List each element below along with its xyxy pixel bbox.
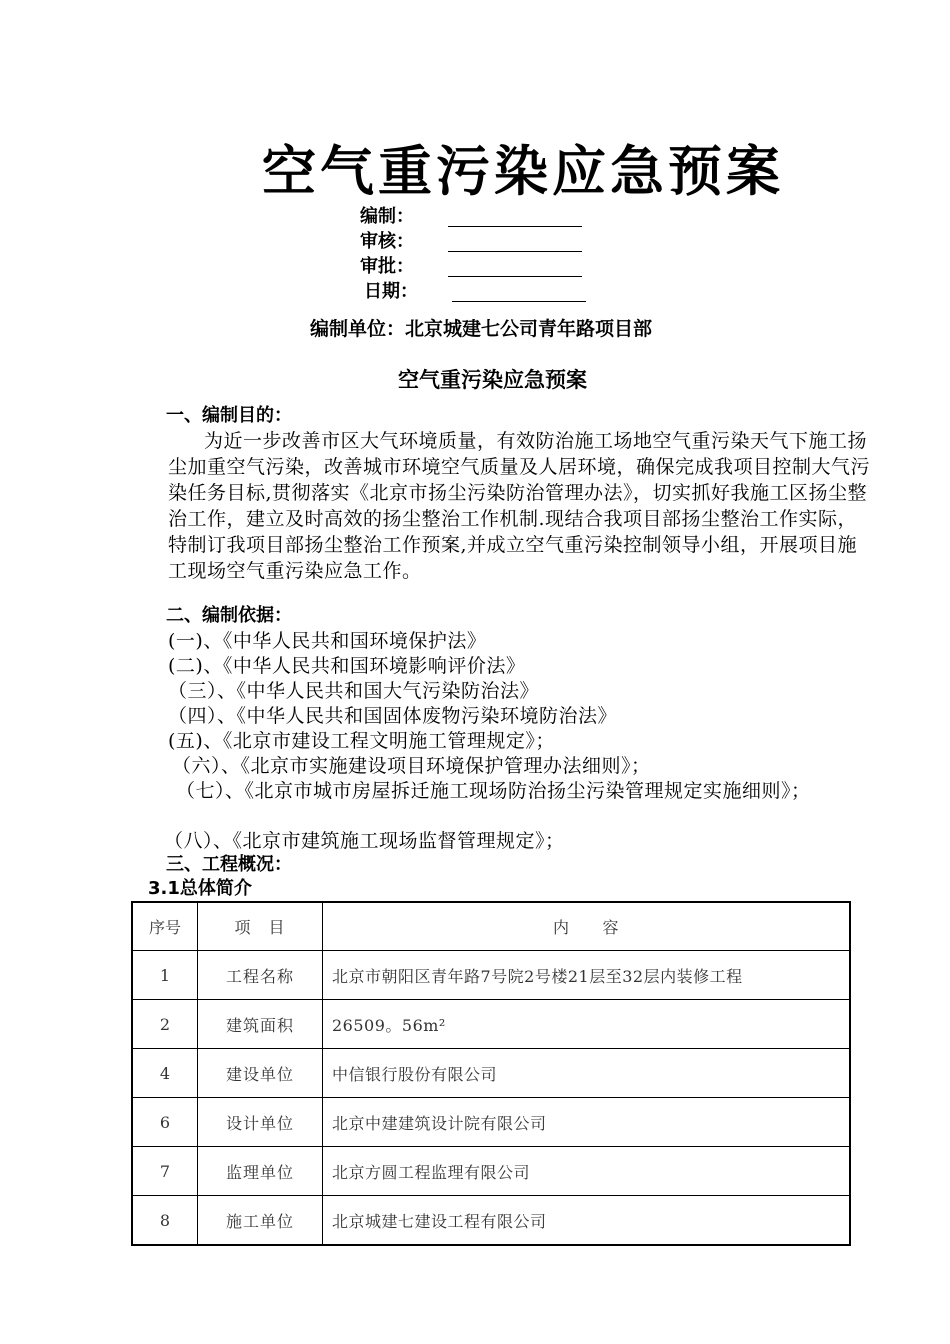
row-item: 建筑面积 xyxy=(198,1000,323,1049)
row-number: 7 xyxy=(132,1147,198,1196)
table-row xyxy=(132,951,850,1000)
row-item: 建设单位 xyxy=(198,1049,323,1098)
row-number: 1 xyxy=(132,951,198,1000)
row-content: 中信银行股份有限公司 xyxy=(323,1049,851,1098)
signoff-label: 编制： xyxy=(360,206,414,227)
signature-line xyxy=(448,226,582,227)
signoff-date xyxy=(364,280,594,304)
row-item: 施工单位 xyxy=(198,1196,323,1246)
table-row xyxy=(132,1049,850,1098)
basis-item: (五)、《北京市建设工程文明施工管理规定》； xyxy=(168,730,555,752)
signoff-label: 审批： xyxy=(360,256,414,277)
basis-item: (一)、《中华人民共和国环境保护法》 xyxy=(168,630,487,652)
signoff-reviewed xyxy=(360,230,590,254)
signature-line xyxy=(452,301,586,302)
project-overview-table xyxy=(131,901,851,1246)
row-number: 6 xyxy=(132,1098,198,1147)
signoff-label: 日期： xyxy=(364,281,418,302)
column-header-item: 项 目 xyxy=(198,902,323,951)
signoff-approved xyxy=(360,255,590,279)
basis-item: （七）、《北京市城市房屋拆迁施工现场防治扬尘污染管理规定实施细则》； xyxy=(176,780,811,802)
row-content: 北京城建七建设工程有限公司 xyxy=(323,1196,851,1246)
table-row xyxy=(132,1196,850,1246)
overview-subheading: 3.1总体简介 xyxy=(148,878,252,899)
row-content: 26509。56m² xyxy=(323,1000,851,1049)
row-content: 北京中建建筑设计院有限公司 xyxy=(323,1098,851,1147)
table-row xyxy=(132,1147,850,1196)
signoff-label: 审核： xyxy=(360,231,414,252)
basis-item: （三）、《中华人民共和国大气污染防治法》 xyxy=(168,680,540,702)
basis-item: （六）、《北京市实施建设项目环境保护管理办法细则》； xyxy=(172,755,651,777)
signature-line xyxy=(448,276,582,277)
section-heading-basis: 二、编制依据： xyxy=(166,605,292,626)
basis-item: （四）、《中华人民共和国固体废物污染环境防治法》 xyxy=(168,705,618,727)
document-title: 空气重污染应急预案 xyxy=(262,139,784,203)
table-row xyxy=(132,1000,850,1049)
purpose-paragraph: 为近一步改善市区大气环境质量，有效防治施工场地空气重污染天气下施工扬尘加重空气污染，改善城市环境空气质量及人居环境，确保完成我项目控制大气污染任务目标,贯彻落实《北京市扬尘污染防治管理办法》，切实抓好我施工区扬尘整治工作，建立及时高效的扬尘整治工作机制.现结合我项目部扬尘整治工作实际，特制订我项目部扬尘整治工作预案,并成立空气重污染控制领导小组，开展项目施工现场空气重污染应急工作。 xyxy=(168,430,871,582)
table-header-row xyxy=(132,902,850,951)
row-item: 监理单位 xyxy=(198,1147,323,1196)
row-content: 北京市朝阳区青年路7号院2号楼21层至32层内装修工程 xyxy=(323,951,851,1000)
compiling-organization: 编制单位：北京城建七公司青年路项目部 xyxy=(310,318,653,340)
column-header-content: 内 容 xyxy=(323,902,851,951)
row-number: 4 xyxy=(132,1049,198,1098)
basis-item: (二)、《中华人民共和国环境影响评价法》 xyxy=(168,655,526,677)
row-number: 2 xyxy=(132,1000,198,1049)
row-item: 设计单位 xyxy=(198,1098,323,1147)
table-row xyxy=(132,1098,850,1147)
document-subtitle: 空气重污染应急预案 xyxy=(398,368,587,392)
row-content: 北京方圆工程监理有限公司 xyxy=(323,1147,851,1196)
row-number: 8 xyxy=(132,1196,198,1246)
row-item: 工程名称 xyxy=(198,951,323,1000)
signature-line xyxy=(448,251,582,252)
signoff-compiled xyxy=(360,205,590,229)
basis-item: （八）、《北京市建筑施工现场监督管理规定》； xyxy=(164,830,565,852)
column-header-no: 序号 xyxy=(132,902,198,951)
section-heading-overview: 三、工程概况： xyxy=(166,854,292,875)
section-heading-purpose: 一、编制目的： xyxy=(166,405,292,426)
